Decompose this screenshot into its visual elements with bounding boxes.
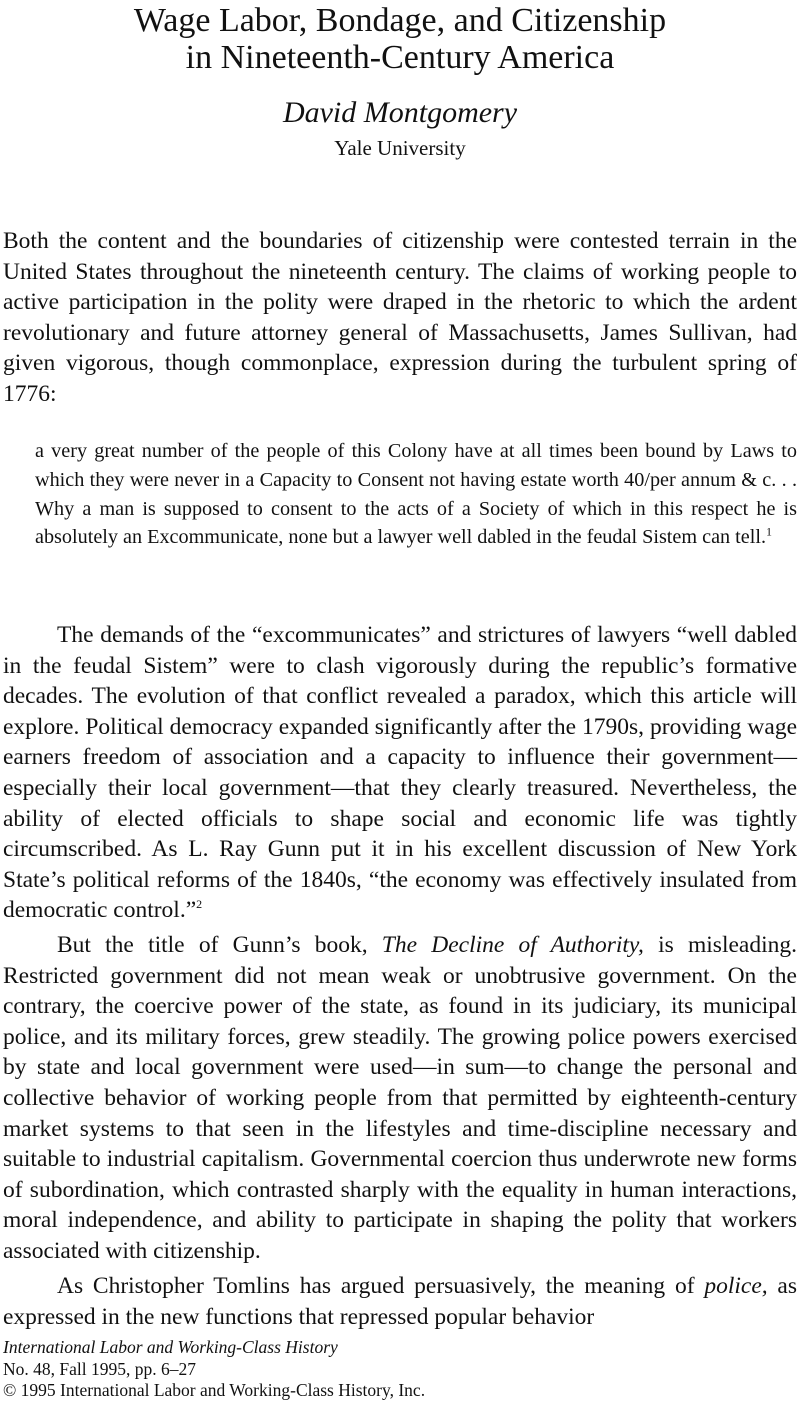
- paragraph-4-start: As Christopher Tomlins has argued persuasively, the meaning of: [57, 1273, 705, 1299]
- paragraph-3-start: But the title of Gunn’s book,: [57, 932, 382, 958]
- paragraph-3: [3, 930, 797, 1267]
- paragraph-1: [3, 226, 797, 410]
- paragraph-2-text: The demands of the “excommunicates” and strictures of lawyers “well dabled in the feudal Sistem” were to clash vigorously during the republic’s formative decades. The evolution of that conflict revealed a paradox, which this article will explore. Political democracy expanded significantly after the 1790s, providing wage earners freedom of association and a capacity to influence their government—especially their local government—that they clearly treasured. Nevertheless, the ability of elected officials to shape social and economic life was tightly circumscribed. As L. Ray Gunn put it in his excellent discussion of New York State’s political reforms of the 1840s, “the economy was effectively insulated from democratic control.”: [3, 622, 797, 924]
- journal-name: International Labor and Working-Class History: [3, 1337, 338, 1357]
- paragraph-1-text: Both the content and the boundaries of citizenship were contested terrain in the United States throughout the nineteenth century. The claims of working people to active participation in the polity were draped in the rhetoric to which the ardent revolutionary and future attorney general of Massachusetts, James Sullivan, had given vigorous, though commonplace, expression during the turbulent spring of 1776:: [3, 228, 797, 407]
- issue-info: No. 48, Fall 1995, pp. 6–27: [3, 1358, 196, 1379]
- block-quote-text: a very great number of the people of this Colony have at all times been bound by Laws to which they were never in a Capacity to Consent not having estate worth 40/per annum & c. . . Why a man is supposed to consent to the acts of a Society of which in this respect he is absolutely an Excommunicate, none but a lawyer well dabled in the feudal Sistem can tell.: [35, 440, 797, 549]
- title-line-1: Wage Labor, Bondage, and Citizenship: [133, 2, 667, 39]
- paragraph-4-rest: as expressed in the new functions that repressed popular behavior: [3, 1273, 797, 1330]
- paragraph-2: [3, 620, 797, 926]
- block-quote: [35, 437, 797, 552]
- author-name: David Montgomery: [282, 96, 518, 129]
- article-title: [0, 2, 800, 76]
- copyright-line: © 1995 International Labor and Working-Class History, Inc.: [3, 1380, 426, 1400]
- term-police: police,: [704, 1273, 768, 1299]
- paragraph-4: [3, 1271, 797, 1332]
- title-line-2: in Nineteenth-Century America: [185, 39, 615, 76]
- author-affiliation: Yale University: [334, 136, 466, 160]
- book-title-decline-of-authority: The Decline of Authority,: [381, 932, 644, 958]
- footnote-marker-1: 1: [766, 524, 773, 539]
- publication-footer: [3, 1337, 793, 1402]
- footnote-marker-2: 2: [196, 897, 203, 912]
- paragraph-3-rest: is misleading. Restricted government did not mean weak or unobtrusive government. On the contrary, the coercive power of the state, as found in its judiciary, its municipal police, and its military forces, grew steadily. The growing police powers exercised by state and local government were used—in sum—to change the personal and collective behavior of working people from that permitted by eighteenth-century market systems to that seen in the lifestyles and time-discipline necessary and suitable to industrial capitalism. Governmental coercion thus underwrote new forms of subordination, which contrasted sharply with the equality in human interactions, moral independence, and ability to participate in shaping the polity that workers associated with citizenship.: [3, 932, 797, 1264]
